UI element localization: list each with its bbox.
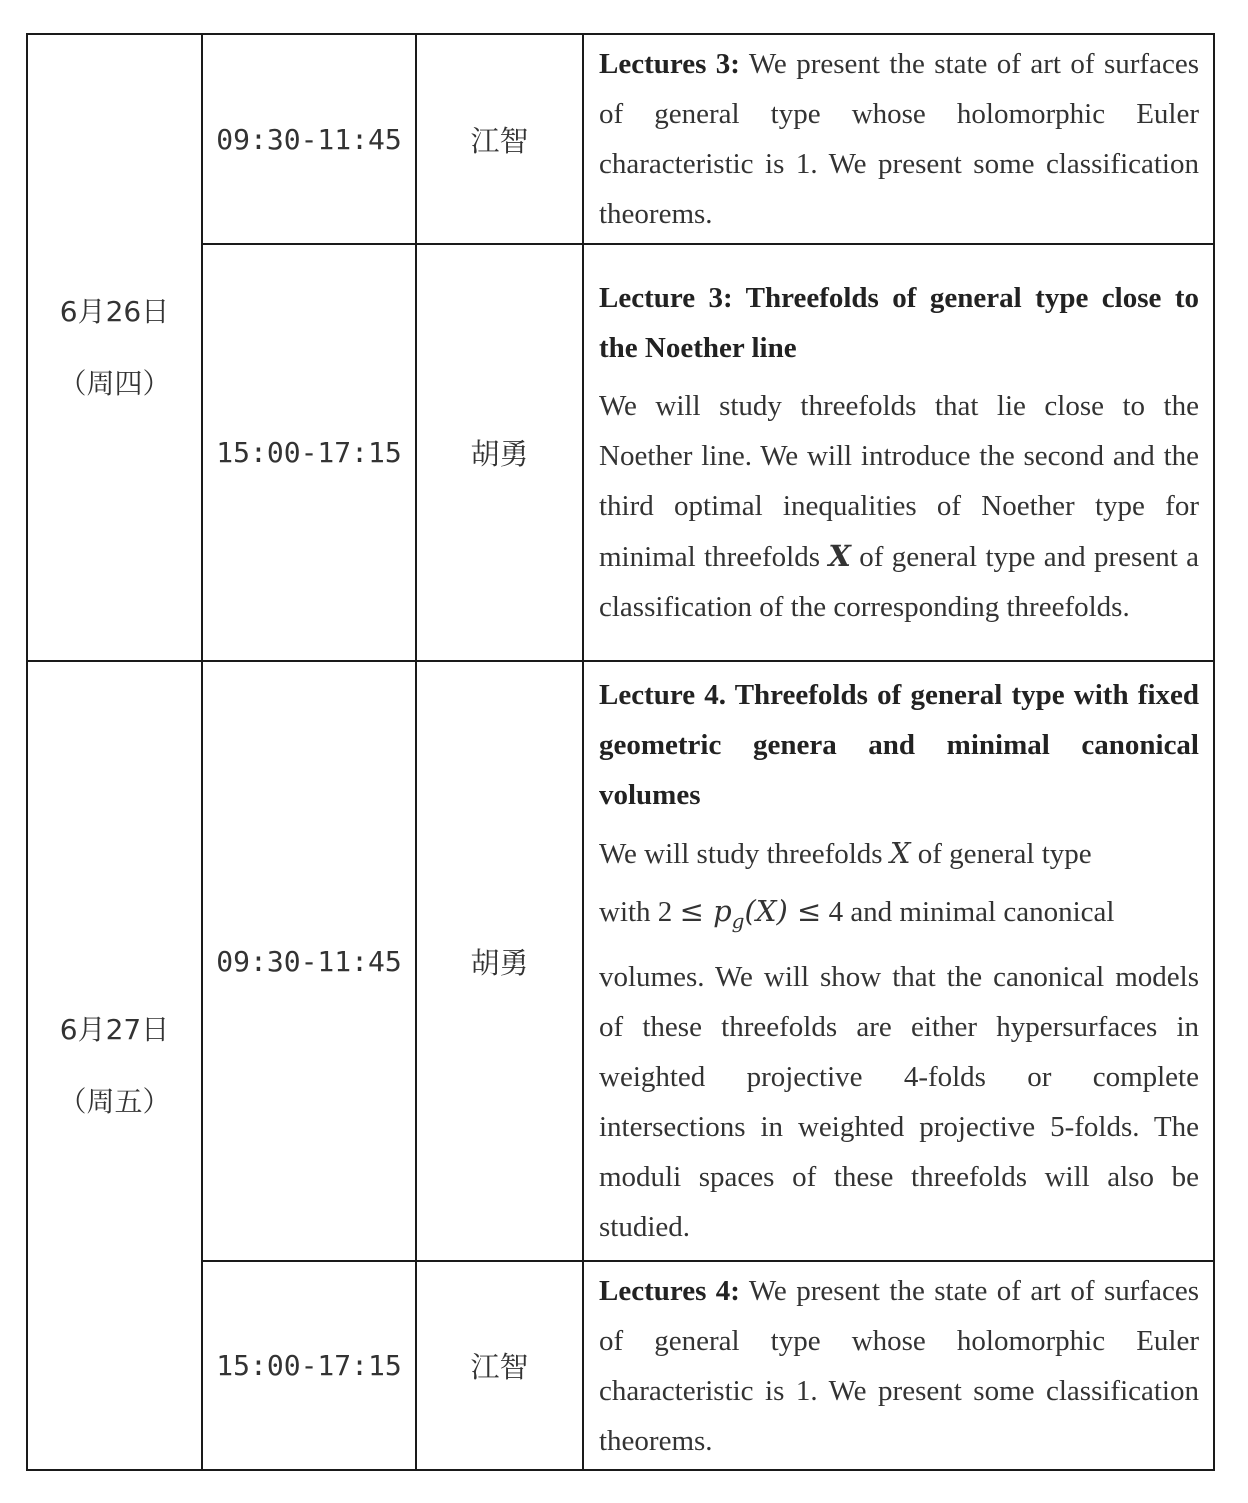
lecture-text: We present the state of art of surfaces of general type whose holomorphic Euler characteristic is 1. We present some classification theorems. (599, 1274, 1199, 1457)
lecture-text: of general type and present a classification of the corresponding threefolds. (599, 541, 1199, 623)
date-label: 6月26日 (59, 294, 170, 328)
math-expression: ≤ $p_g(X)$ ≤ (679, 893, 822, 933)
weekday-label: （周五） (58, 1084, 171, 1118)
lecture-title: Lectures 3: (599, 48, 740, 80)
date-cell (27, 34, 202, 661)
lecture-title: Lectures 4: (599, 1274, 740, 1307)
lecture-text: We will study threefolds (599, 837, 883, 870)
table-row (27, 1261, 1214, 1470)
lecture-title: Lecture 3: Threefolds of general type close to the Noether line (599, 282, 1199, 364)
speaker-cell: 胡勇 (416, 244, 583, 661)
description-cell (583, 1261, 1214, 1470)
schedule-table (26, 33, 1215, 1471)
lecture-text: We will study threefolds that lie close to the Noether line. We will introduce the second and the third optimal inequalities of Noether type for minimal threefolds (599, 390, 1199, 573)
time-cell: 15:00-17:15 (202, 244, 416, 661)
speaker-cell: 江智 (416, 1261, 583, 1470)
lecture-text: with 2 (599, 895, 673, 928)
lecture-text: volumes. We will show that the canonical models of these threefolds are either hypersurfaces in weighted projective 4-folds or complete intersections in weighted projective 5-folds. The moduli spaces of these threefolds will also be studied. (599, 961, 1199, 1244)
lecture-text: We present the state of art of surfaces of general type whose holomorphic Euler characteristic is 1. We present some classification theorems. (599, 48, 1199, 230)
math-variable: X (828, 539, 851, 573)
table-row (27, 661, 1214, 1261)
lecture-text: 4 and minimal canonical (828, 895, 1115, 928)
lecture-text: of general type (917, 837, 1092, 870)
description-cell (583, 244, 1214, 661)
table-row (27, 244, 1214, 661)
lecture-title: Lecture 4. Threefolds of general type with fixed geometric genera and minimal canonical volumes (599, 678, 1199, 811)
table-row (27, 34, 1214, 244)
time-cell: 09:30-11:45 (202, 661, 416, 1261)
description-cell (583, 34, 1214, 244)
date-label: 6月27日 (59, 1012, 170, 1046)
description-cell (583, 661, 1214, 1261)
time-cell: 15:00-17:15 (202, 1261, 416, 1470)
weekday-label: （周四） (58, 366, 171, 400)
time-cell: 09:30-11:45 (202, 34, 416, 244)
speaker-cell: 江智 (416, 34, 583, 244)
date-cell (27, 661, 202, 1470)
speaker-cell: 胡勇 (416, 661, 583, 1261)
math-variable: X (889, 835, 911, 870)
